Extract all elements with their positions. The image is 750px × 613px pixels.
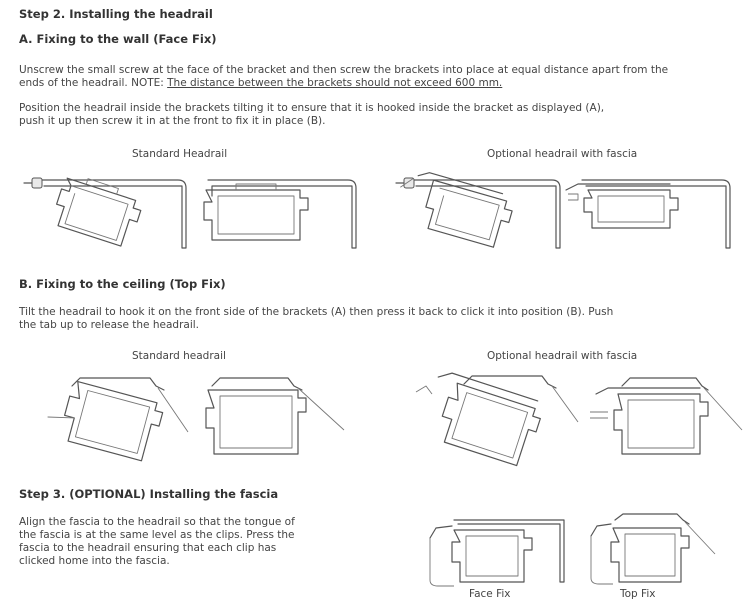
caption-a-standard: Standard Headrail [132,148,228,160]
caption-b-standard: Standard headrail [132,350,226,362]
section-b-title: B. Fixing to the ceiling (Top Fix) [19,277,226,291]
step3-title: Step 3. (OPTIONAL) Installing the fascia [19,487,279,501]
step3-para-line3: fascia to the headrail ensuring that each clip has [19,542,277,554]
caption-top-fix: Top Fix [620,588,656,600]
top-fix-fascia-fixed-illustration [588,370,748,470]
section-a-para1-line2 [19,77,668,90]
note-prefix: ends of the headrail. NOTE: [19,77,168,89]
section-b-para-line2: the tab up to release the headrail. [19,319,199,331]
section-a-para2 [19,102,604,128]
caption-b-optional: Optional headrail with fascia [487,350,638,362]
step3-para-line4: clicked home into the fascia. [19,555,170,567]
fascia-face-fix-illustration [424,508,574,588]
top-fix-fascia-tilted-illustration [412,370,587,480]
step3-para-line2: the fascia is at the same level as the clips. Press the [19,529,295,541]
face-fix-fascia-tilted-illustration [392,168,567,258]
top-fix-standard-fixed-illustration [198,370,358,470]
section-a-para2-line1: Position the headrail inside the brackets tilting it to ensure that it is hooked inside the bracket as displayed (A), [19,102,605,114]
section-a-para1-line1: Unscrew the small screw at the face of the bracket and then screw the brackets into place at equal distance apart from the [19,64,669,76]
distance-note: The distance between the brackets should not exceed 600 mm. [167,77,503,89]
step3-para [19,516,295,568]
caption-face-fix: Face Fix [469,588,511,600]
section-a-para1 [19,64,668,90]
fascia-top-fix-illustration [585,508,735,588]
top-fix-standard-tilted-illustration [40,370,200,470]
face-fix-fascia-fixed-illustration [562,168,737,258]
face-fix-standard-tilted-illustration [20,168,190,258]
step3-para-line1: Align the fascia to the headrail so that the tongue of [19,516,295,528]
section-a-para2-line2: push it up then screw it in at the front to fix it in place (B). [19,115,326,127]
caption-a-optional: Optional headrail with fascia [487,148,638,160]
section-b-para-line1: Tilt the headrail to hook it on the front side of the brackets (A) then press it back to click it into position (B). Push [19,306,614,318]
step2-title: Step 2. Installing the headrail [19,7,213,21]
face-fix-standard-fixed-illustration [196,168,366,258]
section-b-para [19,306,613,332]
section-a-title: A. Fixing to the wall (Face Fix) [19,32,217,46]
